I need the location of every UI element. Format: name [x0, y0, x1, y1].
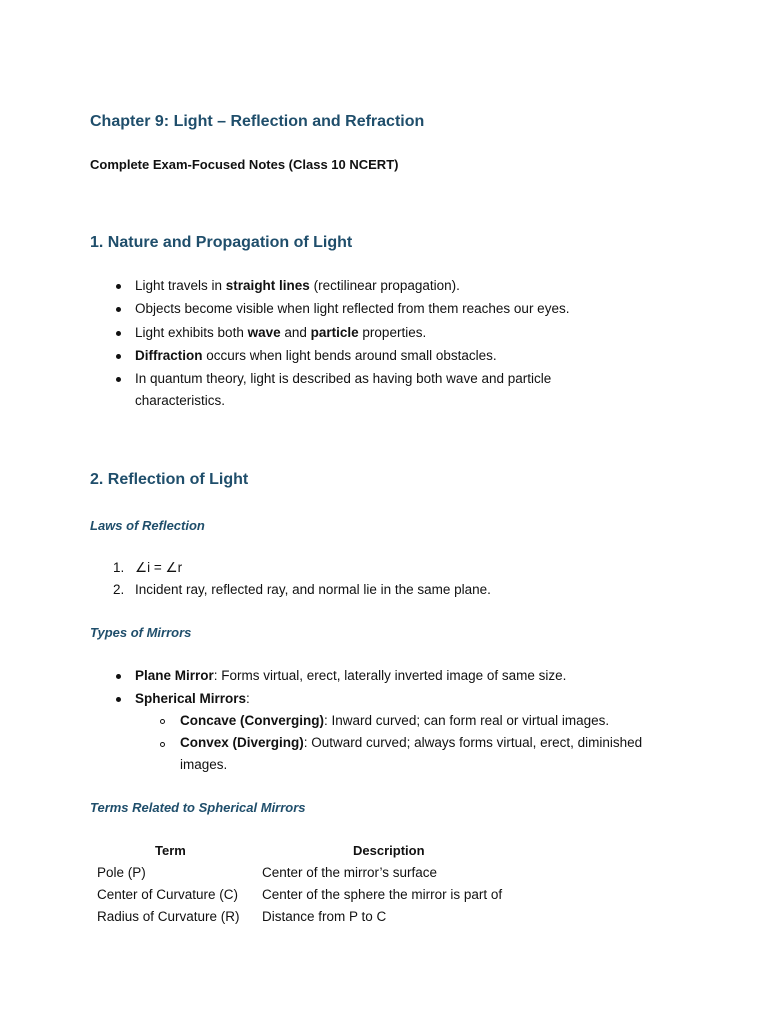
list-number: 2.	[113, 582, 125, 597]
table-cell-term: Radius of Curvature (R)	[97, 909, 240, 924]
subheading-types: Types of Mirrors	[90, 625, 192, 640]
sub-list-item: Concave (Converging): Inward curved; can form real or virtual images.	[180, 713, 610, 728]
table-cell-term: Pole (P)	[97, 865, 146, 880]
subheading-laws: Laws of Reflection	[90, 518, 205, 533]
table-cell-description: Center of the mirror’s surface	[262, 865, 438, 880]
subheading-terms: Terms Related to Spherical Mirrors	[90, 800, 306, 815]
subtitle: Complete Exam-Focused Notes (Class 10 NCERT)	[90, 157, 399, 172]
bullet-icon	[116, 377, 121, 382]
list-number: 1.	[113, 560, 125, 575]
bullet-icon	[116, 307, 121, 312]
list-item: Plane Mirror: Forms virtual, erect, laterally inverted image of same size.	[135, 668, 567, 683]
bullet-icon	[116, 697, 121, 702]
list-item: Objects become visible when light reflected from them reaches our eyes.	[135, 301, 570, 316]
bullet-icon	[116, 674, 121, 679]
sub-list-item: Convex (Diverging): Outward curved; always forms virtual, erect, diminished	[180, 735, 643, 750]
chapter-title: Chapter 9: Light – Reflection and Refraction	[90, 113, 425, 130]
sub-bullet-icon	[160, 742, 165, 747]
table-header-description: Description	[353, 843, 425, 858]
table-header-term: Term	[155, 843, 186, 858]
list-item-continuation: characteristics.	[135, 393, 226, 408]
list-item: Light exhibits both wave and particle properties.	[135, 325, 427, 340]
list-item: Spherical Mirrors:	[135, 691, 250, 706]
bullet-icon	[116, 331, 121, 336]
sub-list-item-continuation: images.	[180, 757, 228, 772]
section-heading-reflection: 2. Reflection of Light	[90, 471, 249, 488]
table-cell-description: Center of the sphere the mirror is part of	[262, 887, 503, 902]
list-item: Light travels in straight lines (rectilinear propagation).	[135, 278, 460, 293]
bullet-icon	[116, 284, 121, 289]
list-item: Diffraction occurs when light bends around small obstacles.	[135, 348, 497, 363]
table-cell-term: Center of Curvature (C)	[97, 887, 239, 902]
sub-bullet-icon	[160, 719, 165, 724]
law-item: Incident ray, reflected ray, and normal lie in the same plane.	[135, 582, 491, 597]
law-item: ∠i = ∠r	[135, 560, 183, 575]
list-item: In quantum theory, light is described as having both wave and particle	[135, 371, 552, 386]
table-cell-description: Distance from P to C	[262, 909, 387, 924]
bullet-icon	[116, 354, 121, 359]
section-heading-nature: 1. Nature and Propagation of Light	[90, 234, 353, 251]
